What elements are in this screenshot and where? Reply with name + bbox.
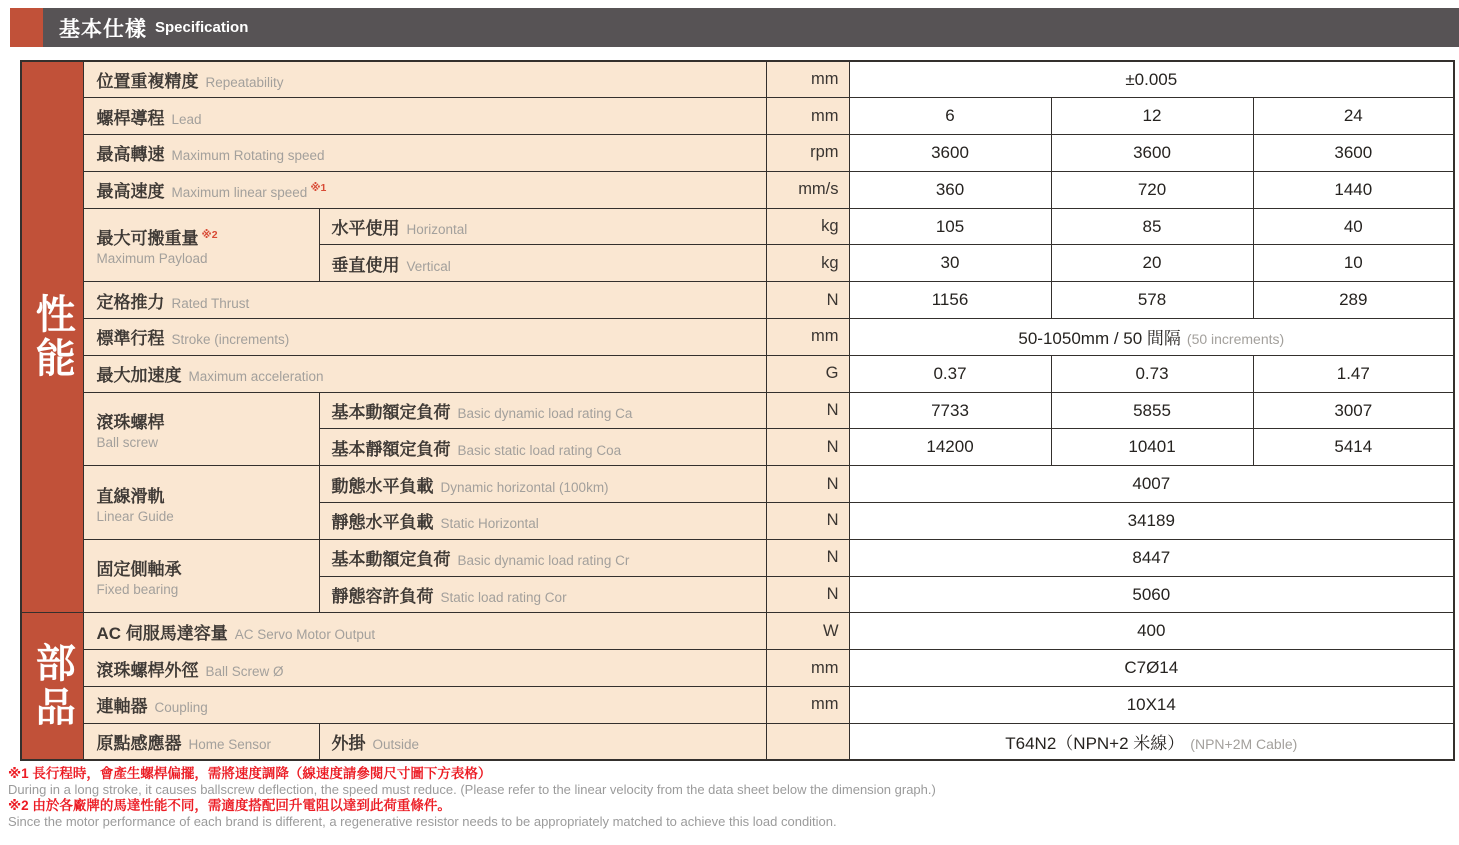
spec-label bbox=[83, 687, 766, 724]
spec-sublabel-zh: 靜態容許負荷 bbox=[331, 587, 434, 607]
spec-sublabel-zh: 外掛 bbox=[331, 733, 366, 753]
table-row bbox=[21, 466, 1454, 503]
unit-cell: kg bbox=[766, 208, 849, 245]
spec-sublabel-en: Horizontal bbox=[406, 222, 468, 238]
value-cell-span bbox=[849, 466, 1454, 503]
footnote-ref: ※1 bbox=[310, 181, 327, 194]
spec-sublabel bbox=[319, 503, 766, 540]
spec-label-en: Coupling bbox=[154, 700, 208, 716]
spec-label-zh: 標準行程 bbox=[96, 329, 165, 349]
spec-sublabel-zh: 基本動額定負荷 bbox=[331, 403, 451, 423]
spec-label-en: Lead bbox=[171, 111, 202, 127]
spec-label-en: Maximum linear speed bbox=[171, 185, 308, 201]
spec-label-en: Repeatability bbox=[205, 75, 284, 91]
group-label-zh: 直線滑軌 bbox=[96, 486, 165, 506]
spec-sublabel-en: Vertical bbox=[406, 258, 451, 274]
spec-group-label bbox=[83, 208, 319, 282]
spec-sublabel bbox=[319, 208, 766, 245]
spec-sublabel-zh: 水平使用 bbox=[331, 219, 400, 239]
value-text: 8447 bbox=[1132, 547, 1171, 567]
value-cell: 720 bbox=[1051, 171, 1253, 208]
spec-label-en: Maximum Rotating speed bbox=[171, 148, 325, 164]
value-text: C7Ø14 bbox=[1124, 658, 1179, 678]
unit-cell: N bbox=[766, 282, 849, 319]
spec-label bbox=[83, 61, 766, 98]
table-row bbox=[21, 355, 1454, 392]
value-cell: 14200 bbox=[849, 429, 1051, 466]
group-label-en: Home Sensor bbox=[188, 736, 272, 752]
spec-label-zh: 位置重複精度 bbox=[96, 72, 199, 92]
table-row bbox=[21, 282, 1454, 319]
table-row bbox=[21, 392, 1454, 429]
section-label: 性能 bbox=[30, 293, 75, 382]
spec-label bbox=[83, 98, 766, 135]
value-text-gray: (50 increments) bbox=[1186, 331, 1285, 348]
unit-cell: kg bbox=[766, 245, 849, 282]
value-cell: 10 bbox=[1253, 245, 1454, 282]
spec-sublabel-en: Dynamic horizontal (100km) bbox=[440, 479, 609, 495]
value-text: 50-1050mm / 50 間隔 bbox=[1018, 329, 1181, 349]
footnotes bbox=[8, 766, 1459, 830]
value-cell: 24 bbox=[1253, 98, 1454, 135]
spec-sublabel-zh: 動態水平負載 bbox=[331, 476, 434, 496]
spec-label bbox=[83, 135, 766, 172]
value-text: 5060 bbox=[1132, 584, 1171, 604]
group-label-line bbox=[97, 555, 319, 580]
spec-title-bar bbox=[10, 8, 1459, 47]
spec-label bbox=[83, 282, 766, 319]
unit-cell: N bbox=[766, 503, 849, 540]
value-cell-span bbox=[849, 576, 1454, 613]
value-cell: 85 bbox=[1051, 208, 1253, 245]
group-label-en: Maximum Payload bbox=[96, 250, 208, 266]
value-text: 10X14 bbox=[1126, 694, 1176, 714]
group-label-line bbox=[97, 729, 319, 754]
spec-sublabel bbox=[319, 245, 766, 282]
value-text: 400 bbox=[1137, 621, 1166, 641]
footnote-ref: ※2 bbox=[201, 228, 218, 241]
unit-cell: mm bbox=[766, 650, 849, 687]
group-label-line bbox=[97, 482, 319, 507]
value-cell: 5855 bbox=[1051, 392, 1253, 429]
value-cell: 12 bbox=[1051, 98, 1253, 135]
group-label-line bbox=[97, 408, 319, 433]
table-row bbox=[21, 61, 1454, 98]
spec-label-zh: 連軸器 bbox=[96, 697, 148, 717]
value-cell: 1.47 bbox=[1253, 355, 1454, 392]
value-cell: 0.37 bbox=[849, 355, 1051, 392]
spec-label-en: Ball Screw Ø bbox=[205, 663, 284, 679]
table-row bbox=[21, 135, 1454, 172]
value-cell: 1156 bbox=[849, 282, 1051, 319]
value-cell-span bbox=[849, 687, 1454, 724]
table-row bbox=[21, 539, 1454, 576]
title-accent-square bbox=[10, 8, 43, 47]
spec-group-label bbox=[83, 723, 319, 760]
group-label-zh: 固定側軸承 bbox=[96, 560, 182, 580]
group-label-zh: 滾珠螺桿 bbox=[96, 412, 165, 432]
spec-label bbox=[83, 650, 766, 687]
unit-cell: G bbox=[766, 355, 849, 392]
spec-sublabel bbox=[319, 466, 766, 503]
table-row bbox=[21, 171, 1454, 208]
spec-sublabel-en: Basic static load rating Coa bbox=[457, 442, 622, 458]
title-band bbox=[43, 8, 1459, 47]
spec-label bbox=[83, 319, 766, 356]
value-cell: 1440 bbox=[1253, 171, 1454, 208]
value-text: 4007 bbox=[1132, 474, 1171, 494]
spec-label bbox=[83, 355, 766, 392]
value-cell: 5414 bbox=[1253, 429, 1454, 466]
value-cell: 3007 bbox=[1253, 392, 1454, 429]
spec-label-zh: 最大加速度 bbox=[96, 366, 182, 386]
value-cell: 578 bbox=[1051, 282, 1253, 319]
table-row bbox=[21, 208, 1454, 245]
value-cell: 7733 bbox=[849, 392, 1051, 429]
value-cell-span bbox=[849, 723, 1454, 760]
table-row bbox=[21, 613, 1454, 650]
spec-label-en: Maximum acceleration bbox=[188, 369, 324, 385]
value-cell: 105 bbox=[849, 208, 1051, 245]
specification-table bbox=[20, 60, 1455, 761]
spec-label-zh: AC 伺服馬達容量 bbox=[96, 623, 228, 643]
spec-label-zh: 螺桿導程 bbox=[96, 108, 165, 128]
spec-label-en: AC Servo Motor Output bbox=[234, 626, 376, 642]
value-cell: 6 bbox=[849, 98, 1051, 135]
unit-cell bbox=[766, 723, 849, 760]
table-row bbox=[21, 723, 1454, 760]
group-label-en: Ball screw bbox=[96, 434, 159, 450]
spec-label-zh: 最高速度 bbox=[96, 182, 165, 202]
footnote-2-zh: ※2 由於各廠牌的馬達性能不同，需適度搭配回升電阻以達到此荷重條件。 bbox=[8, 798, 451, 814]
table-row bbox=[21, 319, 1454, 356]
spec-sublabel bbox=[319, 576, 766, 613]
group-label-zh: 最大可搬重量 bbox=[96, 228, 199, 248]
unit-cell: mm bbox=[766, 687, 849, 724]
value-cell: 3600 bbox=[1051, 135, 1253, 172]
unit-cell: N bbox=[766, 392, 849, 429]
value-cell: 0.73 bbox=[1051, 355, 1253, 392]
value-text: 34189 bbox=[1127, 510, 1175, 530]
spec-sublabel-zh: 基本動額定負荷 bbox=[331, 550, 451, 570]
spec-sublabel-en: Static load rating Cor bbox=[440, 590, 567, 606]
footnote-1-zh: ※1 長行程時，會產生螺桿偏擺，需將速度調降（線速度請參閱尺寸圖下方表格） bbox=[8, 766, 492, 782]
unit-cell: rpm bbox=[766, 135, 849, 172]
spec-label-zh: 定格推力 bbox=[96, 292, 165, 312]
unit-cell: N bbox=[766, 539, 849, 576]
spec-group-label bbox=[83, 466, 319, 540]
value-text: T64N2（NPN+2 米線） bbox=[1005, 733, 1185, 753]
value-cell: 3600 bbox=[849, 135, 1051, 172]
group-label-line bbox=[97, 224, 319, 249]
spec-sublabel bbox=[319, 429, 766, 466]
unit-cell: mm bbox=[766, 61, 849, 98]
value-cell: 360 bbox=[849, 171, 1051, 208]
spec-label-zh: 最高轉速 bbox=[96, 145, 165, 165]
value-cell-span bbox=[849, 650, 1454, 687]
value-cell-span bbox=[849, 613, 1454, 650]
spec-label-en: Stroke (increments) bbox=[171, 332, 290, 348]
page-title-zh: 基本仕樣 bbox=[59, 17, 147, 41]
spec-sublabel bbox=[319, 723, 766, 760]
unit-cell: W bbox=[766, 613, 849, 650]
value-cell: 40 bbox=[1253, 208, 1454, 245]
unit-cell: mm bbox=[766, 98, 849, 135]
value-text: ±0.005 bbox=[1125, 69, 1178, 89]
unit-cell: N bbox=[766, 466, 849, 503]
group-label-en: Fixed bearing bbox=[96, 582, 179, 598]
unit-cell: mm bbox=[766, 319, 849, 356]
footnote-1-en: During in a long stroke, it causes ballscrew deflection, the speed must reduce. (Please refer to the linear velocity from the data sheet below the dimension graph.) bbox=[8, 782, 936, 798]
page-title-en: Specification bbox=[155, 19, 249, 36]
unit-cell: N bbox=[766, 576, 849, 613]
section-cell bbox=[21, 613, 83, 760]
table-row bbox=[21, 650, 1454, 687]
spec-sublabel bbox=[319, 539, 766, 576]
section-label: 部品 bbox=[30, 642, 75, 731]
spec-sublabel-zh: 垂直使用 bbox=[331, 255, 400, 275]
spec-label-zh: 滾珠螺桿外徑 bbox=[96, 660, 199, 680]
spec-label bbox=[83, 613, 766, 650]
spec-group-label bbox=[83, 392, 319, 466]
unit-cell: N bbox=[766, 429, 849, 466]
value-cell-span bbox=[849, 61, 1454, 98]
value-cell-span bbox=[849, 539, 1454, 576]
section-cell bbox=[21, 61, 83, 613]
group-label-en: Linear Guide bbox=[96, 508, 174, 524]
spec-sublabel-zh: 靜態水平負載 bbox=[331, 513, 434, 533]
value-cell: 20 bbox=[1051, 245, 1253, 282]
spec-sublabel-en: Basic dynamic load rating Ca bbox=[457, 406, 633, 422]
spec-sublabel bbox=[319, 392, 766, 429]
spec-sublabel-en: Outside bbox=[372, 736, 420, 752]
table-row bbox=[21, 98, 1454, 135]
value-cell-span bbox=[849, 319, 1454, 356]
spec-label bbox=[83, 171, 766, 208]
value-cell: 289 bbox=[1253, 282, 1454, 319]
value-cell-span bbox=[849, 503, 1454, 540]
spec-sublabel-en: Basic dynamic load rating Cr bbox=[457, 553, 630, 569]
group-label-zh: 原點感應器 bbox=[96, 733, 182, 753]
value-cell: 30 bbox=[849, 245, 1051, 282]
unit-cell: mm/s bbox=[766, 171, 849, 208]
table-row bbox=[21, 687, 1454, 724]
value-cell: 10401 bbox=[1051, 429, 1253, 466]
spec-sublabel-zh: 基本靜額定負荷 bbox=[331, 439, 451, 459]
value-text-gray: (NPN+2M Cable) bbox=[1190, 735, 1298, 752]
spec-label-en: Rated Thrust bbox=[171, 295, 250, 311]
footnote-2-en: Since the motor performance of each brand is different, a regenerative resistor needs to be appropriately matched to achieve this load condition. bbox=[8, 814, 837, 830]
spec-sublabel-en: Static Horizontal bbox=[440, 516, 539, 532]
spec-group-label bbox=[83, 539, 319, 613]
value-cell: 3600 bbox=[1253, 135, 1454, 172]
